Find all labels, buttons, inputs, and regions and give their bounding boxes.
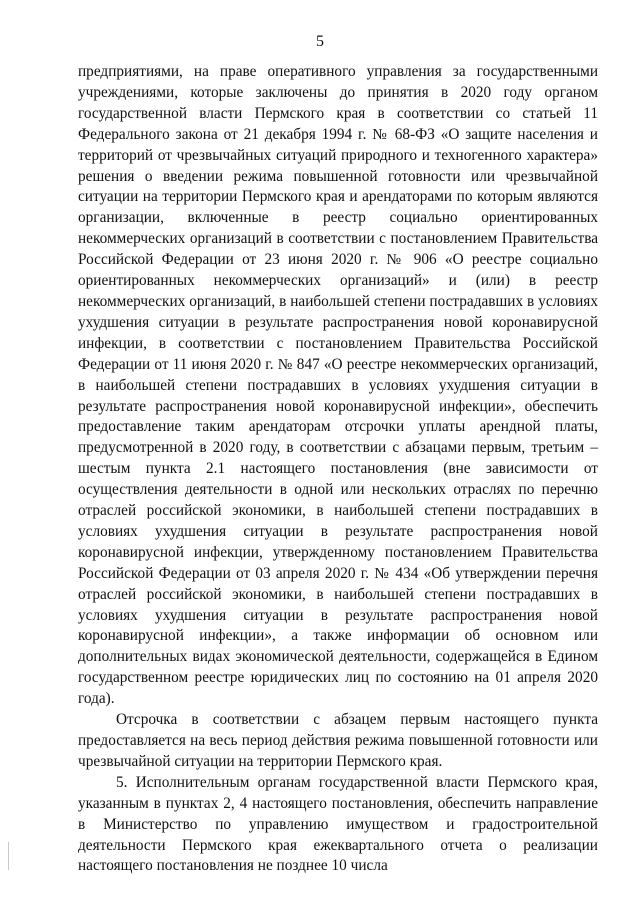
paragraph-item-5: 5. Исполнительным органам государственной власти Пермского края, указанным в пунктах 2, 4 настоящего постановления, обеспечить направление в Министерство по управлению имуществом и градостроительной деятельности Пермского края ежеквартального отчета о реализации настоящего постановления не позднее 10 числа — [78, 773, 598, 875]
paragraph-continuation: предприятиями, на праве оперативного управления за государственными учреждениями, которые заключены до принятия в 2020 году органом государственной власти Пермского края в соответствии со статьей 11 Федерального закона от 21 декабря 1994 г. № 68-ФЗ «О защите населения и территорий от чрезвычайных ситуаций природного и техногенного характера» решения о введении режима повышенной готовности или чрезвычайной ситуации на территории Пермского края и арендаторами по которым являются организации, включенные в реестр социально ориентированных некоммерческих организаций в соответствии с постановлением Правительства Российской Федерации от 23 июня 2020 г. № 906 «О реестре социально ориентированных некоммерческих организаций» и (или) в реестр некоммерческих организаций, в наибольшей степени пострадавших в условиях ухудшения ситуации в результате распространения новой коронавирусной инфекции, в соответствии с постановлением Правительства Российской Федерации от 11 июня 2020 г. № 847 «О реестре некоммерческих организаций, в наибольшей степени пострадавших в условиях ухудшения ситуации в результате распространения новой коронавирусной инфекции», обеспечить предоставление таким арендаторам отсрочки уплаты арендной платы, предусмотренной в 2020 году, в соответствии с абзацами первым, третьим – шестым пункта 2.1 настоящего постановления (вне зависимости от осуществления деятельности в одной или нескольких отраслях по перечню отраслей российской экономики, в наибольшей степени пострадавших в условиях ухудшения ситуации в результате распространения новой коронавирусной инфекции, утвержденному постановлением Правительства Российской Федерации от 03 апреля 2020 г. № 434 «Об утверждении перечня отраслей российской экономики, в наибольшей степени пострадавших в условиях ухудшения ситуации в результате распространения новой коронавирусной инфекции», а также информации об основном или дополнительных видах экономической деятельности, содержащейся в Едином государственном реестре юридических лиц по состоянию на 01 апреля 2020 года). — [78, 63, 598, 708]
paragraph-deferral: Отсрочка в соответствии с абзацем первым настоящего пункта предоставляется на весь период действия режима повышенной готовности или чрезвычайной ситуации на территории Пермского края. — [78, 711, 598, 770]
document-body — [78, 62, 598, 877]
page-number: 5 — [316, 33, 324, 50]
scan-edge-mark — [8, 842, 9, 870]
